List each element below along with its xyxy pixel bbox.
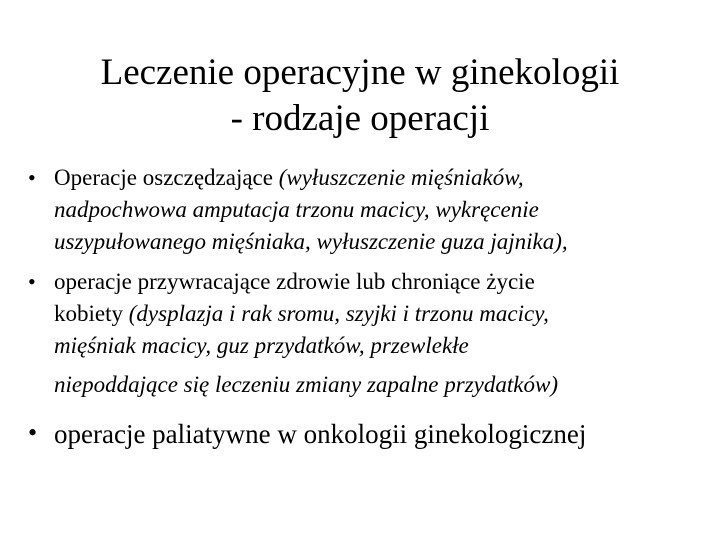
- bullet-1-line-1: [54, 162, 568, 194]
- bullet-1-line-1-italic: (wyłuszczenie mięśniaków,: [278, 165, 524, 190]
- bullet-1-line-3-italic: uszypułowanego mięśniaka, wyłuszczenie guza jajnika),: [54, 229, 568, 254]
- bullet-2-line-4: [54, 362, 558, 402]
- bullet-2-line-1-text: operacje przywracające zdrowie lub chroniące życie: [54, 269, 535, 294]
- bullet-item-3: [54, 415, 586, 453]
- bullet-1-line-2-italic: nadpochwowa amputacja trzonu macicy, wykręcenie: [54, 197, 539, 222]
- bullet-2-line-4-italic: niepoddające się leczeniu zmiany zapalne przydatków): [54, 372, 558, 397]
- bullet-1-line-1-text: Operacje oszczędzające: [54, 165, 279, 190]
- bullet-item-2: [54, 266, 558, 402]
- slide-title-line-1: Leczenie operacyjne w ginekologii: [100, 52, 620, 93]
- bullet-2-line-2: [54, 298, 558, 330]
- bullet-2-line-2-text: kobiety: [54, 301, 129, 326]
- bullet-3-line-1-text: operacje paliatywne w onkologii ginekologicznej: [54, 419, 587, 449]
- bullet-3-line-1: [54, 415, 586, 453]
- bullet-2-line-3-italic: mięśniak macicy, guz przydatków, przewlekłe: [54, 333, 469, 358]
- bullet-2-line-2-italic: (dysplazja i rak sromu, szyjki i trzonu macicy,: [128, 301, 549, 326]
- bullet-2-line-1: [54, 266, 558, 298]
- slide-title-line-2: - rodzaje operacji: [230, 98, 490, 139]
- bullet-marker-1: •: [28, 165, 36, 190]
- bullet-1-line-3: [54, 226, 568, 258]
- bullet-1-line-2: [54, 194, 568, 226]
- bullet-2-line-3: [54, 330, 558, 362]
- bullet-item-1: [54, 162, 568, 258]
- bullet-marker-2: •: [28, 269, 36, 294]
- bullet-marker-3: •: [28, 418, 38, 447]
